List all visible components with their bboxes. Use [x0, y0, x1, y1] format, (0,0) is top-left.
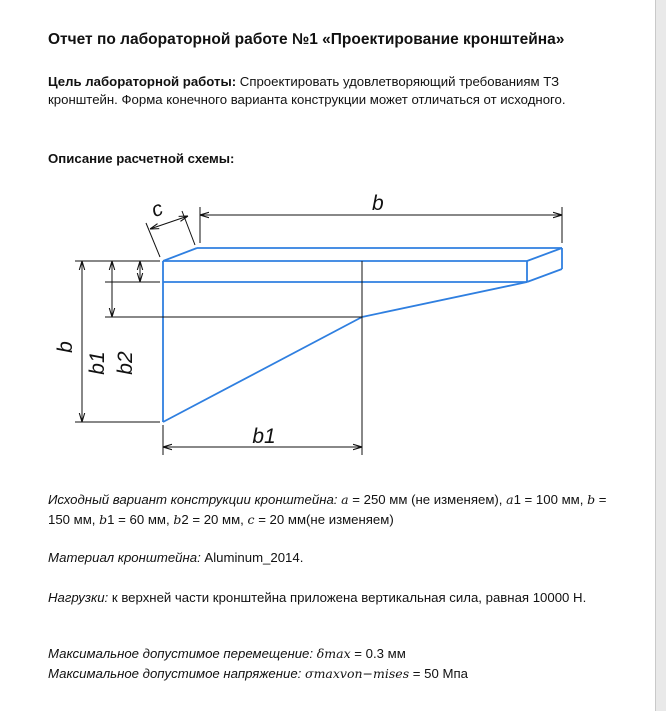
label-b-top: b	[372, 192, 384, 215]
bracket-rib-top	[362, 282, 527, 317]
bracket-depth-left	[163, 248, 197, 261]
material-label: Материал кронштейна:	[48, 550, 201, 565]
label-b1-bottom: b1	[252, 425, 276, 448]
goal-text: Спроектировать удовлетворяющий требованиям ТЗ кронштейн. Форма конечного варианта конструкции может отличаться от исходного.	[48, 74, 566, 107]
dimension-labels	[54, 192, 384, 448]
material-value: Aluminum_2014.	[200, 550, 304, 565]
goal-paragraph	[48, 73, 608, 109]
max-stress-label: Максимальное допустимое напряжение:	[48, 666, 302, 681]
goal-label: Цель лабораторной работы:	[48, 74, 237, 89]
loads-value: к верхней части кронштейна приложена вертикальная сила, равная 10000 Н.	[108, 590, 587, 605]
max-disp-value: = 0.3 мм	[350, 646, 406, 661]
max-displacement-paragraph	[48, 644, 608, 664]
max-stress-paragraph	[48, 664, 608, 684]
max-disp-symbol: δmax	[316, 646, 351, 661]
report-title: Отчет по лабораторной работе №1 «Проектирование кронштейна»	[48, 31, 565, 48]
scheme-heading: Описание расчетной схемы:	[48, 151, 235, 166]
initial-variant-paragraph: Исходный вариант конструкции кронштейна: a = 250 мм (не изменяем), a1 = 100 мм, b = 150 мм, b1 = 60 мм, b2 = 20 мм, c = 20 мм(не изменяем)	[48, 492, 607, 527]
max-stress-symbol: σmaxvon−mises	[305, 666, 410, 681]
bracket-rib-slope	[163, 317, 362, 422]
bracket-depth-right	[527, 248, 562, 261]
label-b1-left: b1	[86, 351, 109, 375]
dim-c-ext-right	[182, 211, 195, 245]
bracket-scheme-diagram	[0, 185, 666, 465]
initial-label: Исходный вариант конструкции кронштейна:	[48, 492, 338, 507]
label-b2-left: b2	[114, 351, 137, 375]
max-stress-value: = 50 Мпа	[409, 666, 468, 681]
loads-label: Нагрузки:	[48, 590, 109, 605]
max-disp-label: Максимальное допустимое перемещение:	[48, 646, 314, 661]
loads-paragraph	[48, 588, 608, 608]
dimension-lines	[75, 207, 562, 455]
label-b-left: b	[54, 341, 77, 353]
bracket-end-depth	[527, 269, 562, 282]
material-paragraph	[48, 548, 608, 568]
label-c: c	[148, 196, 167, 223]
